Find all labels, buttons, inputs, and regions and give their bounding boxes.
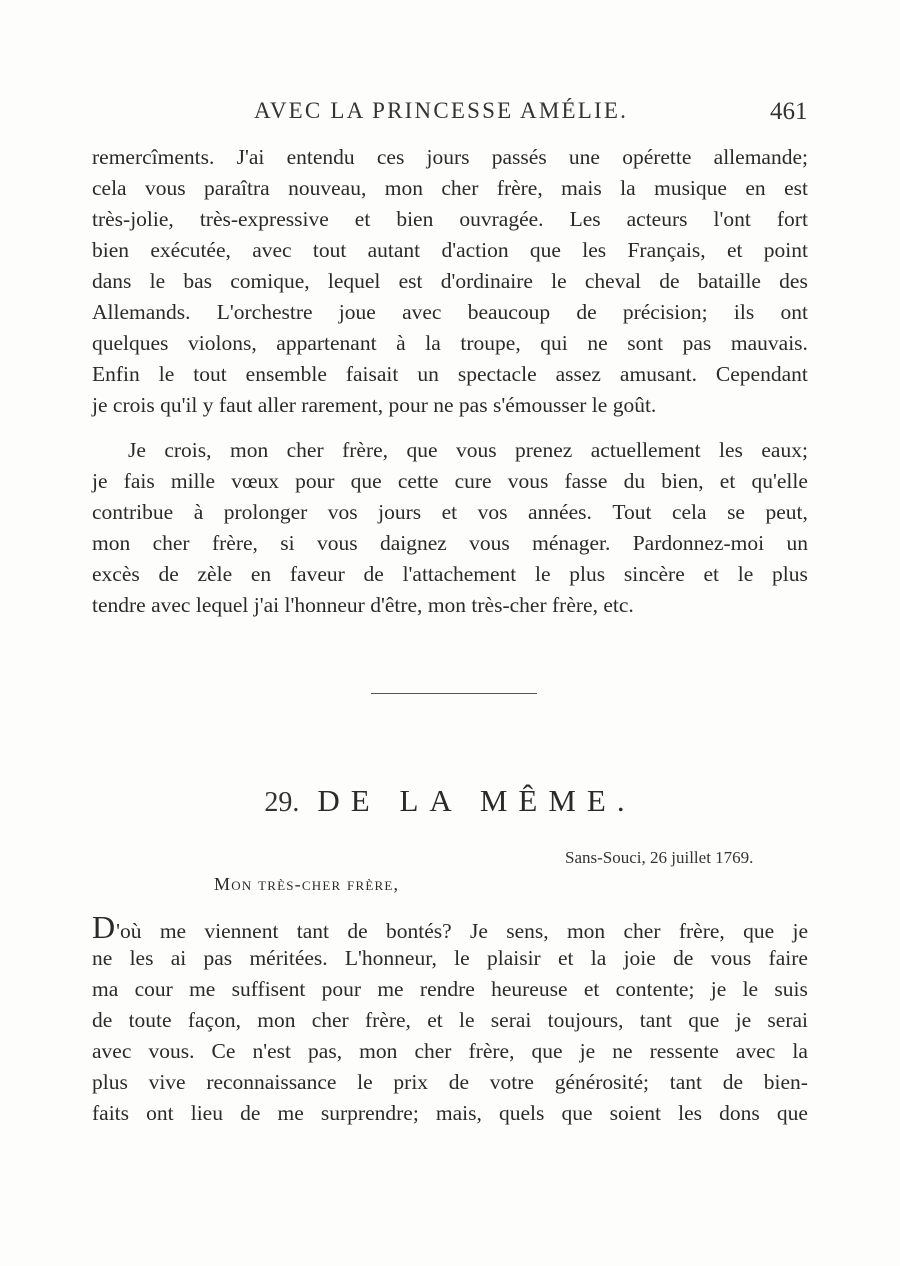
word: plus — [569, 562, 606, 586]
word: actuellement — [590, 438, 701, 462]
word: beaucoup — [467, 300, 551, 324]
word: toute — [128, 1008, 172, 1032]
word: faisait — [345, 362, 399, 386]
word: ai — [170, 946, 187, 970]
word: vous — [455, 438, 497, 462]
text-line — [92, 390, 808, 421]
word: le — [459, 1008, 475, 1032]
word: surprendre; — [320, 1101, 419, 1125]
word: lieu — [190, 1101, 223, 1125]
salutation: Mon très-cher frère, — [214, 874, 400, 894]
word: mon — [92, 531, 131, 555]
text-line — [92, 435, 808, 466]
word: à — [193, 500, 204, 524]
word: mais — [561, 176, 602, 200]
word: qu'il — [160, 393, 203, 417]
word: et — [583, 977, 600, 1001]
word: précision; — [622, 300, 708, 324]
word: j'ai — [253, 593, 285, 617]
word: L'honneur, — [344, 946, 437, 970]
word: mon — [257, 1008, 296, 1032]
word: suis — [774, 977, 808, 1001]
word: cher — [152, 531, 190, 555]
word: paraîtra — [204, 176, 270, 200]
word: etc. — [603, 593, 634, 617]
word: vœux — [231, 469, 279, 493]
word: jours — [378, 500, 422, 524]
word: ne — [587, 331, 608, 355]
word: appartenant — [276, 331, 377, 355]
word: et — [719, 469, 736, 493]
text-line — [92, 1036, 808, 1067]
word: le — [158, 362, 175, 386]
text-line — [92, 359, 808, 390]
word: Français, — [627, 238, 706, 262]
page-number: 461 — [770, 98, 808, 125]
word: en — [745, 176, 766, 200]
dateline: Sans-Souci, 26 juillet 1769. — [565, 848, 754, 867]
word: se — [727, 500, 745, 524]
word: point — [763, 238, 808, 262]
word: rarement, — [301, 393, 389, 417]
word: de — [722, 1070, 743, 1094]
word: dons — [719, 1101, 760, 1125]
word: ensemble — [245, 362, 327, 386]
word: cela — [671, 500, 707, 524]
text-line — [92, 266, 808, 297]
text-line — [92, 1098, 808, 1129]
text-line — [92, 235, 808, 266]
word: prolonger — [223, 500, 308, 524]
word: lequel — [195, 593, 254, 617]
word: Ce — [211, 1039, 236, 1063]
word: vous. — [148, 1039, 195, 1063]
word: le — [742, 977, 759, 1001]
word: ne — [433, 393, 459, 417]
word: à — [396, 331, 406, 355]
word: frère, — [552, 593, 604, 617]
word: l'attachement — [402, 562, 517, 586]
word: avec — [735, 1039, 776, 1063]
word: faveur — [289, 562, 345, 586]
word: mon — [229, 438, 269, 462]
word: toujours, — [547, 1008, 624, 1032]
word: crois, — [164, 438, 212, 462]
word: je — [579, 1039, 596, 1063]
word: prix — [393, 1070, 429, 1094]
letter-heading — [0, 783, 900, 819]
word: bien, — [661, 469, 704, 493]
word: amusant. — [619, 362, 697, 386]
word: le — [454, 946, 470, 970]
word: un — [417, 362, 439, 386]
word: y — [202, 393, 219, 417]
word: très-expressive — [199, 207, 329, 231]
word: avec — [151, 593, 196, 617]
word: ces — [376, 145, 405, 169]
word: Allemands. — [92, 300, 191, 324]
word: quels — [499, 1101, 545, 1125]
word: de — [673, 946, 694, 970]
word: comique, — [230, 269, 310, 293]
word: cher — [286, 438, 324, 462]
word: frère, — [496, 176, 543, 200]
word: et — [557, 946, 574, 970]
word: vous — [316, 531, 358, 555]
paragraph-closing — [92, 435, 808, 621]
word: bien — [396, 207, 434, 231]
letter-body — [92, 909, 808, 1129]
word: heureuse — [491, 977, 568, 1001]
word: me — [189, 977, 216, 1001]
word: plus — [92, 1070, 128, 1094]
word: que — [529, 238, 561, 262]
word: vous — [507, 469, 549, 493]
word: années. — [528, 500, 592, 524]
word: vous — [145, 176, 186, 200]
word: d'ordinaire — [440, 269, 533, 293]
word: cher — [441, 176, 479, 200]
text-line — [92, 974, 808, 1005]
word: la — [620, 176, 636, 200]
word: bas — [183, 269, 213, 293]
word: ne — [92, 946, 113, 970]
word: en — [250, 562, 272, 586]
word: une — [568, 145, 600, 169]
word: le — [551, 269, 567, 293]
text-line — [92, 204, 808, 235]
word: mon — [359, 1039, 398, 1063]
word: tout — [312, 238, 347, 262]
word: passés — [491, 145, 547, 169]
word: pour — [321, 977, 362, 1001]
word: que — [350, 469, 382, 493]
word: bataille — [697, 269, 761, 293]
word: rendre — [419, 977, 475, 1001]
word: de — [240, 1101, 261, 1125]
word: ma — [92, 977, 119, 1001]
word: quelques — [92, 331, 169, 355]
word: le — [535, 562, 551, 586]
word: cela — [92, 176, 127, 200]
word: vos — [477, 500, 508, 524]
word: le — [357, 1070, 373, 1094]
word: mauvais. — [730, 331, 808, 355]
word: et — [726, 238, 743, 262]
letter-number: 29. — [264, 787, 300, 818]
word: ne — [612, 1039, 633, 1063]
word: ménager. — [532, 531, 611, 555]
running-title: AVEC LA PRINCESSE AMÉLIE. — [254, 98, 629, 123]
text-line — [92, 497, 808, 528]
word: mais, — [435, 1101, 482, 1125]
word: mon — [384, 176, 423, 200]
word: crois — [112, 393, 161, 417]
word: Pardonnez-moi — [632, 531, 765, 555]
word: reconnaissance — [206, 1070, 337, 1094]
word: plaisir — [486, 946, 541, 970]
word: le — [591, 393, 613, 417]
word: soient — [609, 1101, 662, 1125]
word: sincère — [623, 562, 685, 586]
word: prenez — [515, 438, 573, 462]
text-line — [92, 1067, 808, 1098]
word: est — [398, 269, 423, 293]
word: pour — [388, 393, 434, 417]
word: musique — [654, 176, 727, 200]
word: faire — [768, 946, 808, 970]
word: spectacle — [457, 362, 537, 386]
text-line — [92, 528, 808, 559]
word: que — [406, 438, 438, 462]
word: l'ont — [713, 207, 751, 231]
word: autant — [367, 238, 421, 262]
word: L'orchestre — [216, 300, 313, 324]
word: très-jolie, — [92, 207, 174, 231]
word: cour — [134, 977, 173, 1001]
word: vos — [327, 500, 358, 524]
word: de — [158, 562, 179, 586]
word: peut, — [765, 500, 808, 524]
word: qu'elle — [751, 469, 808, 493]
word: des — [779, 269, 808, 293]
word: que — [531, 1039, 563, 1063]
word: Je — [128, 438, 146, 462]
word: faits — [92, 1101, 130, 1125]
word: générosité; — [554, 1070, 650, 1094]
first-line-text: 'où me viennent tant de bontés? Je sens, mon cher frère, que je — [116, 919, 808, 943]
word: vive — [148, 1070, 186, 1094]
word: goût. — [612, 393, 657, 417]
word: frère, — [364, 1008, 411, 1032]
word: entendu — [286, 145, 355, 169]
word: l'honneur — [284, 593, 371, 617]
word: les — [678, 1101, 703, 1125]
word: jours — [426, 145, 470, 169]
word: les — [582, 238, 607, 262]
word: lequel — [327, 269, 381, 293]
word: le — [149, 269, 166, 293]
word: ils — [733, 300, 755, 324]
word: tendre — [92, 593, 152, 617]
word: pas — [203, 946, 233, 970]
word: Les — [569, 207, 601, 231]
word: d'être, — [370, 593, 428, 617]
word: très-cher — [471, 593, 552, 617]
word: la — [425, 331, 441, 355]
word: n'est — [252, 1039, 291, 1063]
word: fort — [776, 207, 808, 231]
word: Enfin — [92, 362, 140, 386]
word: pour — [295, 469, 335, 493]
word: pas — [458, 393, 493, 417]
word: nouveau, — [288, 176, 367, 200]
text-line — [92, 590, 808, 621]
word: acteurs — [626, 207, 688, 231]
word: joie — [623, 946, 656, 970]
letter-title: DE LA MÊME. — [317, 783, 636, 818]
text-line — [92, 1005, 808, 1036]
word: je — [92, 469, 108, 493]
word: contribue — [92, 500, 174, 524]
word: violons, — [188, 331, 257, 355]
word: façon, — [187, 1008, 241, 1032]
word: exécutée, — [150, 238, 231, 262]
word: cher — [414, 1039, 452, 1063]
word: mon — [427, 593, 472, 617]
word: la — [792, 1039, 808, 1063]
word: ouvragée. — [459, 207, 544, 231]
word: cure — [454, 469, 492, 493]
word: et — [441, 500, 458, 524]
word: mille — [170, 469, 216, 493]
text-line — [92, 943, 808, 974]
word: dans — [92, 269, 132, 293]
word: pas — [682, 331, 712, 355]
word: tant — [639, 1008, 673, 1032]
word: vous — [469, 531, 510, 555]
word: ont — [146, 1101, 174, 1125]
word: frère, — [211, 531, 258, 555]
word: de — [448, 1070, 470, 1094]
word: avec — [252, 238, 292, 262]
word: frère, — [468, 1039, 515, 1063]
word: si — [280, 531, 295, 555]
word: le — [737, 562, 754, 586]
word: de — [92, 1008, 113, 1032]
word: avec — [92, 1039, 132, 1063]
word: les — [719, 438, 743, 462]
word: ressente — [649, 1039, 719, 1063]
word: contente; — [615, 977, 695, 1001]
word: fasse — [564, 469, 608, 493]
text-line — [92, 173, 808, 204]
word: serai — [767, 1008, 808, 1032]
text-line — [92, 297, 808, 328]
word: qui — [540, 331, 568, 355]
first-line — [92, 909, 808, 945]
word: d'action — [441, 238, 509, 262]
word: opérette — [622, 145, 692, 169]
word: avec — [402, 300, 442, 324]
word: vous — [710, 946, 752, 970]
word: eaux; — [761, 438, 808, 462]
word: cheval — [584, 269, 641, 293]
word: frère, — [342, 438, 389, 462]
word: serai — [490, 1008, 532, 1032]
text-line — [92, 328, 808, 359]
word: les — [129, 946, 154, 970]
word: cher — [311, 1008, 349, 1032]
word: je — [92, 393, 113, 417]
word: que — [561, 1101, 593, 1125]
word: du — [623, 469, 646, 493]
word: zèle — [197, 562, 233, 586]
word: daignez — [379, 531, 447, 555]
word: me — [277, 1101, 304, 1125]
word: bien — [92, 238, 130, 262]
word: et — [427, 1008, 443, 1032]
text-line — [92, 466, 808, 497]
text-line — [92, 142, 808, 173]
paragraph-continuation — [92, 142, 808, 421]
word: je — [710, 977, 727, 1001]
word: aller — [257, 393, 302, 417]
running-head — [0, 96, 900, 132]
word: de — [659, 269, 680, 293]
word: que — [776, 1101, 808, 1125]
word: fais — [123, 469, 155, 493]
word: tout — [193, 362, 227, 386]
word: J'ai — [236, 145, 265, 169]
word: je — [735, 1008, 752, 1032]
word: un — [786, 531, 808, 555]
word: excès — [92, 562, 140, 586]
word: Tout — [612, 500, 652, 524]
word: pas, — [308, 1039, 343, 1063]
word: de — [576, 300, 597, 324]
word: s'émousser — [492, 393, 592, 417]
word: assez — [555, 362, 601, 386]
word: de — [363, 562, 384, 586]
word: tant — [669, 1070, 702, 1094]
drop-cap: D — [92, 909, 116, 945]
word: est — [784, 176, 808, 200]
word: joue — [338, 300, 376, 324]
word: méritées. — [249, 946, 328, 970]
word: suffisent — [231, 977, 306, 1001]
word: ont — [780, 300, 808, 324]
word: faut — [218, 393, 258, 417]
section-divider — [371, 693, 537, 694]
text-line — [92, 559, 808, 590]
word: bien- — [763, 1070, 808, 1094]
word: remercîments. — [92, 145, 215, 169]
word: la — [590, 946, 607, 970]
word: allemande; — [713, 145, 808, 169]
word: cette — [397, 469, 439, 493]
word: plus — [772, 562, 808, 586]
word: que — [688, 1008, 720, 1032]
word: me — [377, 977, 404, 1001]
word: sont — [627, 331, 664, 355]
word: et — [354, 207, 371, 231]
word: Cependant — [715, 362, 808, 386]
word: et — [703, 562, 720, 586]
word: votre — [489, 1070, 534, 1094]
word: troupe, — [460, 331, 521, 355]
